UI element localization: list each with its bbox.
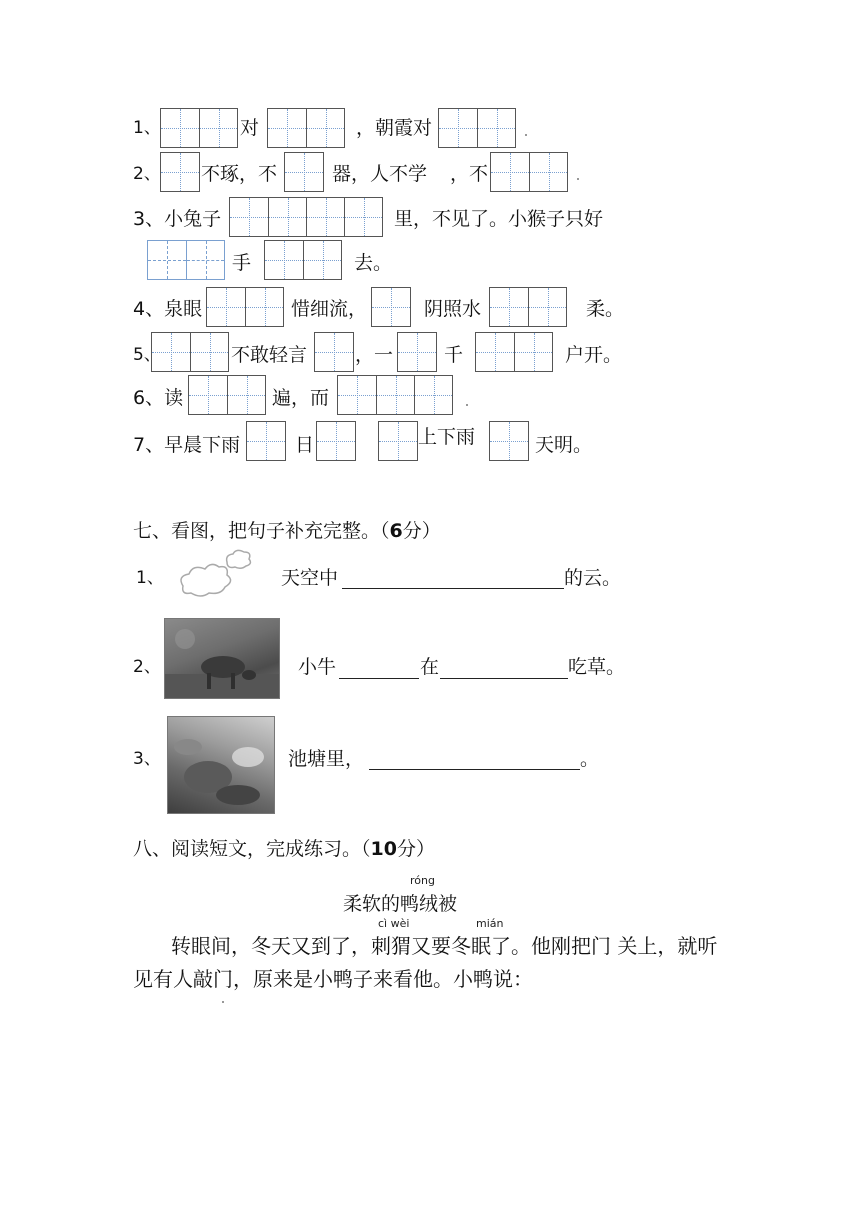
writing-grid[interactable] xyxy=(337,375,453,415)
text-segment: ，不 xyxy=(450,163,489,185)
text-segment: 7、早晨下雨 xyxy=(133,434,241,456)
text-segment: 天明。 xyxy=(535,434,593,456)
text-segment: 去。 xyxy=(354,252,393,274)
scan-dot xyxy=(466,404,468,406)
sentence-pre: 天空中 xyxy=(281,567,339,589)
writing-grid[interactable] xyxy=(160,108,238,148)
item-number: 1、 xyxy=(136,568,164,588)
text-segment: 千 xyxy=(444,344,464,366)
text-segment: 惜细流， xyxy=(291,298,368,320)
writing-grid[interactable] xyxy=(438,108,516,148)
text-segment: 4、泉眼 xyxy=(133,298,203,320)
scan-dot xyxy=(577,178,579,180)
sentence-mid: 在 xyxy=(420,656,440,678)
writing-grid[interactable] xyxy=(229,197,383,237)
item-number: 3、 xyxy=(133,749,161,769)
passage-title: 柔软的鸭绒被 xyxy=(343,893,458,915)
item-number: 5、 xyxy=(133,345,161,365)
item-number: 2、 xyxy=(133,657,161,677)
cloud-icon xyxy=(175,548,255,608)
text-segment: ，一 xyxy=(355,344,394,366)
writing-grid[interactable] xyxy=(267,108,345,148)
text-segment: 阴照水 xyxy=(424,298,482,320)
answer-blank[interactable] xyxy=(342,588,564,589)
answer-blank[interactable] xyxy=(339,678,419,679)
writing-grid[interactable] xyxy=(188,375,266,415)
pinyin-annotation: róng xyxy=(410,874,435,887)
writing-grid[interactable] xyxy=(490,152,568,192)
writing-grid[interactable] xyxy=(151,332,229,372)
text-segment: 户开。 xyxy=(565,344,623,366)
text-segment: 日 xyxy=(295,434,315,456)
answer-blank[interactable] xyxy=(440,678,568,679)
sentence-post: 吃草。 xyxy=(568,656,626,678)
text-segment: 3、小兔子 xyxy=(133,208,222,230)
pinyin-annotation: mián xyxy=(476,917,504,930)
text-segment: 手 xyxy=(232,252,252,274)
text-segment: 不琢，不 xyxy=(201,163,278,185)
writing-grid[interactable] xyxy=(378,421,418,461)
pinyin-annotation: cì wèi xyxy=(378,917,410,930)
text-segment: 柔。 xyxy=(586,298,625,320)
item-number: 2、 xyxy=(133,164,161,184)
text-segment: 不敢轻言 xyxy=(231,344,308,366)
sentence-post: 的云。 xyxy=(564,567,622,589)
writing-grid[interactable] xyxy=(489,287,567,327)
writing-grid[interactable] xyxy=(397,332,437,372)
text-segment: ，朝霞对 xyxy=(356,117,433,139)
text-segment: 里，不见了。小猴子只好 xyxy=(394,208,604,230)
text-segment: 上下雨 xyxy=(418,426,476,448)
text-segment: 对 xyxy=(240,117,260,139)
writing-grid[interactable] xyxy=(246,421,286,461)
writing-grid[interactable] xyxy=(284,152,324,192)
sentence-pre: 池塘里， xyxy=(288,748,365,770)
writing-grid[interactable] xyxy=(160,152,200,192)
writing-grid[interactable] xyxy=(316,421,356,461)
passage-line: 转眼间，冬天又到了，刺猬又要冬眠了。他刚把门 关上，就听 xyxy=(171,934,718,958)
sentence-post: 。 xyxy=(580,748,600,770)
text-segment: 6、读 xyxy=(133,387,184,409)
passage-line: 见有人敲门，原来是小鸭子来看他。小鸭说： xyxy=(133,967,533,991)
scan-dot xyxy=(222,1001,224,1003)
scan-dot xyxy=(525,134,527,136)
writing-grid[interactable] xyxy=(206,287,284,327)
writing-grid[interactable] xyxy=(264,240,342,280)
text-segment: 遍，而 xyxy=(272,387,330,409)
calf-photo xyxy=(164,618,280,699)
item-number: 1、 xyxy=(133,118,161,138)
writing-grid[interactable] xyxy=(314,332,354,372)
section-7-heading: 七、看图，把句子补充完整。（6分） xyxy=(133,520,441,542)
writing-grid[interactable] xyxy=(371,287,411,327)
writing-grid[interactable] xyxy=(147,240,225,280)
writing-grid[interactable] xyxy=(489,421,529,461)
section-8-heading: 八、阅读短文，完成练习。（10分） xyxy=(133,838,435,860)
pond-photo xyxy=(167,716,275,814)
writing-grid[interactable] xyxy=(475,332,553,372)
answer-blank[interactable] xyxy=(369,769,580,770)
text-segment: 器，人不学 xyxy=(332,163,428,185)
sentence-pre: 小牛 xyxy=(298,656,337,678)
